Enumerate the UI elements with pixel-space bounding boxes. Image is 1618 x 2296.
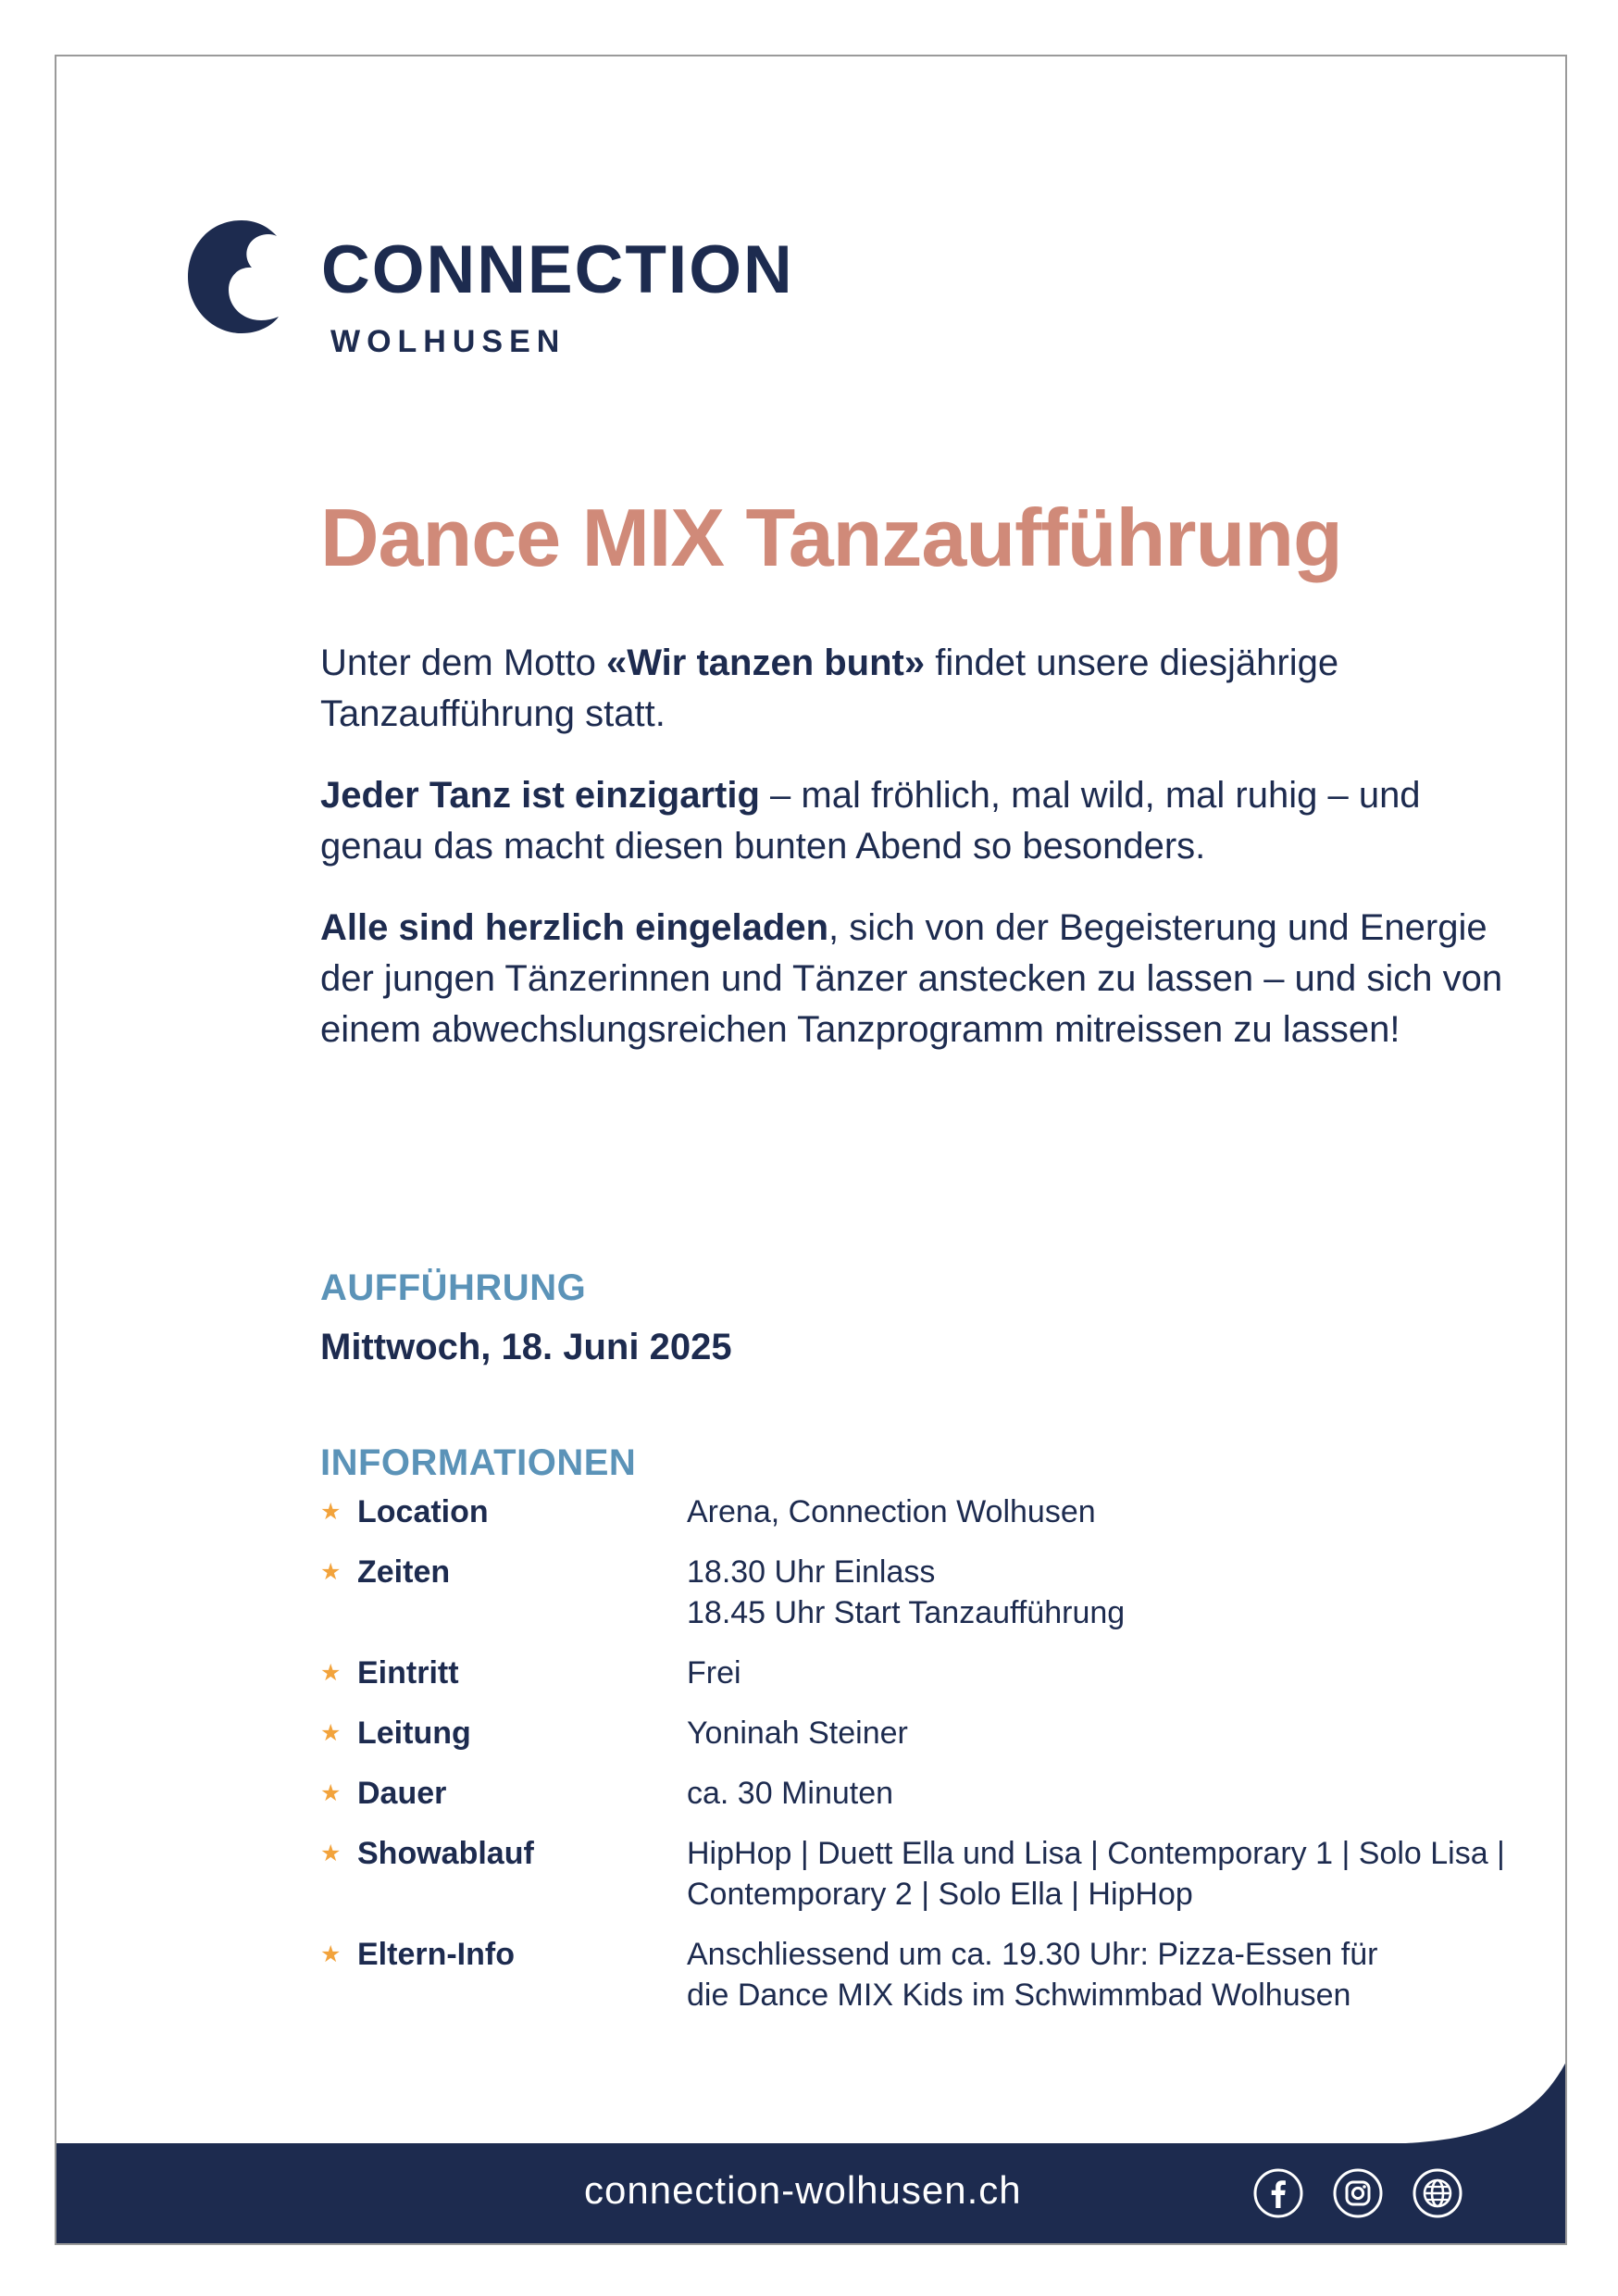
intro-p3-text: , sich von der Begeisterung und Energie der jungen Tänzerinnen und Tänzer anstecken zu lassen – und sich von einem abwechslungsreichen Tanzprogramm mitreissen zu lassen! xyxy=(320,907,1503,1050)
star-icon: ★ xyxy=(320,1841,342,1866)
globe-icon[interactable] xyxy=(1412,2167,1463,2219)
info-label: Eltern-Info xyxy=(357,1937,515,1972)
star-icon: ★ xyxy=(320,1941,342,1967)
info-label: Showablauf xyxy=(357,1836,534,1871)
info-label: Location xyxy=(357,1494,489,1529)
flyer-page xyxy=(55,55,1567,2245)
intro-paragraph-3 xyxy=(320,903,1505,1055)
info-value: ca. 30 Minuten xyxy=(687,1776,894,1811)
brand-location: WOLHUSEN xyxy=(330,324,566,359)
intro-paragraph-2 xyxy=(320,770,1505,872)
intro-p1-text-end: findet unsere diesjährige Tanzaufführung statt. xyxy=(320,643,1339,734)
star-icon: ★ xyxy=(320,1660,342,1686)
info-value: Anschliessend um ca. 19.30 Uhr: Pizza-Essen für die Dance MIX Kids im Schwimmbad Wolhusen xyxy=(687,1937,1378,2013)
info-label: Dauer xyxy=(357,1776,447,1811)
info-value: Frei xyxy=(687,1655,741,1691)
info-row-location xyxy=(320,1491,1524,1532)
brand-name: CONNECTION xyxy=(321,232,794,307)
intro-p2-text: – mal fröhlich, mal wild, mal ruhig – und genau das macht diesen bunten Abend so besonders. xyxy=(320,775,1421,867)
info-label: Leitung xyxy=(357,1716,471,1751)
information-heading: INFORMATIONEN xyxy=(320,1442,637,1483)
intro-p2-bold: Jeder Tanz ist einzigartig xyxy=(320,775,760,816)
intro-p3-bold: Alle sind herzlich eingeladen xyxy=(320,907,829,948)
info-value: HipHop | Duett Ella und Lisa | Contemporary 1 | Solo Lisa | Contemporary 2 | Solo Ella | HipHop xyxy=(687,1836,1505,1912)
info-value: Yoninah Steiner xyxy=(687,1716,908,1751)
star-icon: ★ xyxy=(320,1780,342,1806)
intro-paragraph-1 xyxy=(320,638,1505,740)
info-row-dauer xyxy=(320,1773,1524,1814)
information-list xyxy=(320,1491,1524,2035)
instagram-icon[interactable] xyxy=(1332,2167,1384,2219)
connection-logo-icon xyxy=(186,218,279,335)
performance-date: Mittwoch, 18. Juni 2025 xyxy=(320,1327,732,1367)
info-row-showablauf xyxy=(320,1833,1524,1915)
info-value: Arena, Connection Wolhusen xyxy=(687,1494,1096,1529)
star-icon: ★ xyxy=(320,1559,342,1585)
website-link[interactable]: connection-wolhusen.ch xyxy=(584,2168,1022,2212)
star-icon: ★ xyxy=(320,1720,342,1746)
performance-heading: AUFFÜHRUNG xyxy=(320,1267,587,1308)
star-icon: ★ xyxy=(320,1499,342,1525)
info-row-eltern-info xyxy=(320,1934,1524,2015)
info-label: Zeiten xyxy=(357,1554,451,1590)
info-row-zeiten xyxy=(320,1552,1524,1633)
intro-text xyxy=(320,638,1505,1086)
intro-p1-text: Unter dem Motto xyxy=(320,643,607,683)
info-row-eintritt xyxy=(320,1653,1524,1693)
info-row-leitung xyxy=(320,1713,1524,1753)
info-value: 18.30 Uhr Einlass 18.45 Uhr Start Tanzaufführung xyxy=(687,1554,1126,1630)
info-label: Eintritt xyxy=(357,1655,459,1691)
motto-text: «Wir tanzen bunt» xyxy=(606,643,926,683)
page-title: Dance MIX Tanzaufführung xyxy=(320,492,1342,583)
facebook-icon[interactable] xyxy=(1252,2167,1304,2219)
footer-bar xyxy=(56,2143,1567,2245)
